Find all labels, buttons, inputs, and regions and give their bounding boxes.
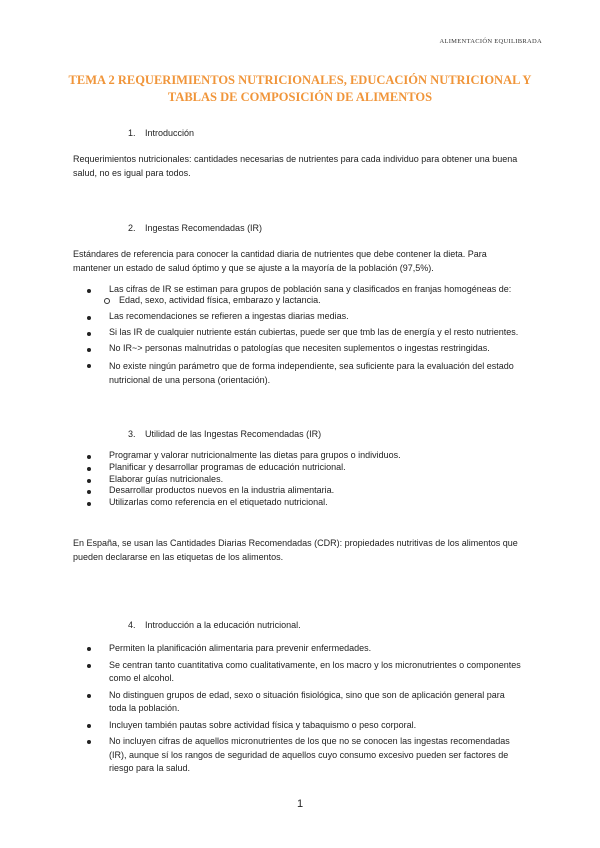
- list-item: [84, 735, 521, 776]
- running-header: ALIMENTACIÓN EQUILIBRADA: [439, 38, 542, 45]
- list-item-text: Las cifras de IR se estiman para grupos de población sana y clasificados en franjas homogéneas de:: [109, 284, 512, 294]
- bullet-icon: [87, 289, 91, 293]
- bullet-icon: [87, 647, 91, 651]
- list-item: [84, 311, 518, 322]
- list-item-text-line-1: Se centran tanto cuantitativa como cualitativamente, en los macro y los micronutrientes o componentes: [109, 659, 521, 670]
- list-item: [84, 327, 518, 338]
- list-item: [84, 450, 401, 462]
- list-item-text-line-1: No distinguen grupos de edad, sexo o situación fisiológica, sino que son de aplicación general para: [109, 689, 505, 700]
- cdr-line-1: En España, se usan las Cantidades Diarias Recomendadas (CDR): propiedades nutritivas de los alimentos que: [73, 538, 518, 548]
- intro-line-2: salud, no es igual para todos.: [73, 168, 191, 178]
- intro-line-1: Requerimientos nutricionales: cantidades necesarias de nutrientes para cada individuo para obtener una buena: [73, 154, 518, 164]
- section-heading-ingestas: [128, 223, 262, 233]
- bullet-icon: [87, 694, 91, 698]
- bullet-icon: [87, 479, 91, 483]
- section-heading-educacion: [128, 620, 301, 630]
- section-title: Ingestas Recomendadas (IR): [145, 223, 263, 233]
- section-heading-utilidad: [128, 429, 321, 439]
- educacion-bullet-list: [84, 642, 521, 776]
- list-item-text: Las recomendaciones se refieren a ingestas diarias medias.: [109, 311, 349, 321]
- bullet-icon: [87, 332, 91, 336]
- list-item: [84, 474, 401, 486]
- list-item: [84, 359, 518, 387]
- cdr-paragraph: [73, 536, 518, 564]
- list-item: [84, 343, 518, 354]
- title-line-1: TEMA 2 REQUERIMIENTOS NUTRICIONALES, EDUCACIÓN NUTRICIONAL Y: [68, 73, 532, 87]
- bullet-icon: [87, 724, 91, 728]
- list-item-text: Desarrollar productos nuevos en la industria alimentaria.: [109, 485, 335, 496]
- bullet-icon: [87, 316, 91, 320]
- list-item-text: Planificar y desarrollar programas de educación nutricional.: [109, 461, 346, 472]
- list-item: [84, 497, 401, 509]
- list-item-text: Incluyen también pautas sobre actividad física y tabaquismo o peso corporal.: [109, 719, 417, 730]
- page-number: 1: [296, 798, 304, 810]
- bullet-icon: [87, 502, 91, 506]
- bullet-icon: [87, 348, 91, 352]
- list-item-text-line-2: nutricional de una persona (orientación).: [109, 375, 271, 385]
- list-item-text: No IR~> personas malnutridas o patologías que necesiten suplementos o ingestas restringidas.: [109, 343, 490, 353]
- list-item-text-line-3: riesgo para la salud.: [109, 763, 191, 773]
- section-title: Introducción a la educación nutricional.: [145, 620, 301, 630]
- sub-list-item-text: Edad, sexo, actividad física, embarazo y lactancia.: [119, 295, 321, 305]
- list-item: [84, 462, 401, 474]
- bullet-icon: [87, 467, 91, 471]
- section-title: Utilidad de las Ingestas Recomendadas (IR): [145, 429, 322, 439]
- list-item: [84, 689, 521, 716]
- utilidad-bullet-list: [84, 450, 401, 509]
- section-heading-introduccion: [128, 128, 194, 138]
- ir-bullet-list: [84, 284, 518, 387]
- list-item: [84, 485, 401, 497]
- intro-paragraph: [73, 152, 517, 180]
- list-item: [84, 642, 521, 656]
- list-item-text-line-2: toda la población.: [109, 703, 180, 713]
- list-item-text: Programar y valorar nutricionalmente las dietas para grupos o individuos.: [109, 450, 401, 460]
- sub-bullet-icon: [104, 298, 110, 304]
- cdr-line-2: pueden declararse en las etiquetas de los alimentos.: [73, 552, 284, 562]
- section-number: 3.: [128, 429, 136, 439]
- list-item: [84, 659, 521, 686]
- section-title: Introducción: [145, 128, 195, 138]
- list-item-text: Elaborar guías nutricionales.: [109, 473, 224, 484]
- list-item-text-line-1: No incluyen cifras de aquellos micronutrientes de los que no se conocen las ingestas recomendadas: [109, 736, 510, 746]
- list-item-text-line-1: No existe ningún parámetro que de forma independiente, sea suficiente para la evaluación del estado: [109, 361, 514, 371]
- bullet-icon: [87, 490, 91, 494]
- list-item: [84, 284, 518, 295]
- section-number: 1.: [128, 128, 136, 138]
- ir-paragraph: [73, 247, 487, 275]
- title-line-2: TABLAS DE COMPOSICIÓN DE ALIMENTOS: [167, 90, 433, 104]
- bullet-icon: [87, 664, 91, 668]
- ir-line-1: Estándares de referencia para conocer la cantidad diaria de nutrientes que debe contener la dieta. Para: [73, 249, 487, 259]
- list-item-text-line-2: como el alcohol.: [109, 673, 175, 683]
- list-item-text: Si las IR de cualquier nutriente están cubiertas, puede ser que tmb las de energía y el resto nutrientes.: [109, 327, 519, 337]
- bullet-icon: [87, 455, 91, 459]
- sub-list-item: [59, 295, 518, 306]
- list-item-text: Permiten la planificación alimentaria para prevenir enfermedades.: [109, 643, 372, 653]
- list-item-text-line-2: (IR), aunque sí los rangos de seguridad de aquellos cuyo consumo excesivo pueden ser factores de: [109, 749, 509, 760]
- ir-line-2: mantener un estado de salud óptimo y que se ajuste a la mayoría de la población (97,5%).: [73, 263, 434, 273]
- section-number: 4.: [128, 620, 136, 630]
- list-item-text: Utilizarlas como referencia en el etiquetado nutricional.: [109, 497, 328, 508]
- document-title: [60, 72, 540, 106]
- bullet-icon: [87, 740, 91, 744]
- bullet-icon: [87, 364, 91, 368]
- section-number: 2.: [128, 223, 136, 233]
- list-item: [84, 719, 521, 733]
